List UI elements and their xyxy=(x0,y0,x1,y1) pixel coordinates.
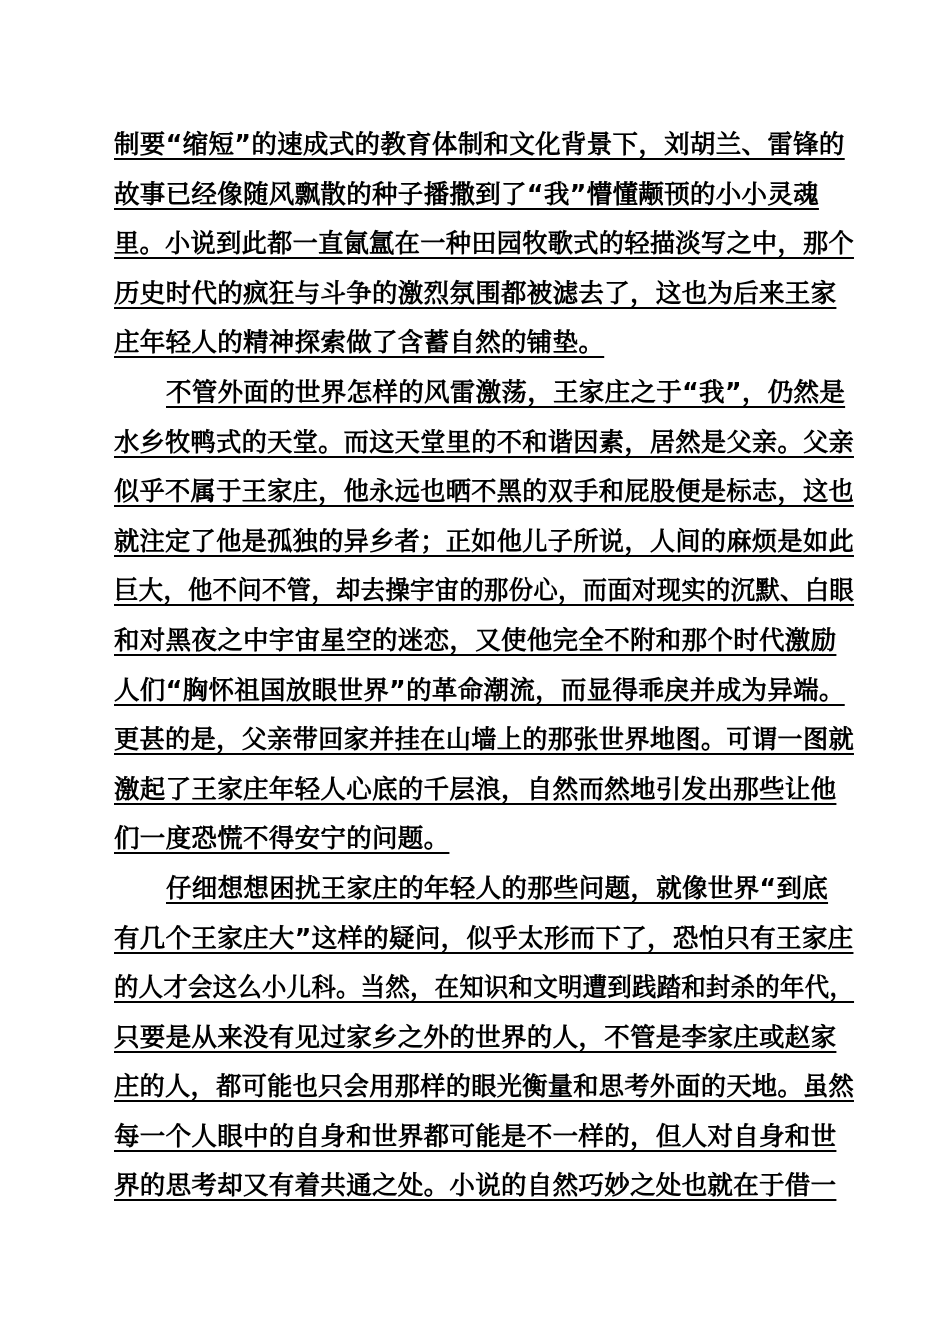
text-line xyxy=(114,773,854,823)
line-text: 们一度恐慌不得安宁的问题。 xyxy=(114,824,450,855)
body-text xyxy=(114,128,854,1219)
line-text: 似乎不属于王家庄，他永远也晒不黑的双手和屁股便是标志，这也 xyxy=(114,477,854,508)
line-text: 里。小说到此都一直氤氲在一种田园牧歌式的轻描淡写之中，那个 xyxy=(114,229,854,260)
line-text: 庄年轻人的精神探索做了含蓄自然的铺垫。 xyxy=(114,328,605,359)
text-line xyxy=(114,624,854,674)
line-text: 有几个王家庄大”这样的疑问，似乎太形而下了，恐怕只有王家庄 xyxy=(114,923,854,954)
line-text: 激起了王家庄年轻人心底的千层浪，自然而然地引发出那些让他 xyxy=(114,774,837,805)
paragraph-start-line xyxy=(114,872,854,922)
line-text: 每一个人眼中的自身和世界都可能是不一样的，但人对自身和世 xyxy=(114,1121,837,1152)
paragraph-start-line xyxy=(114,376,854,426)
text-line xyxy=(114,326,854,376)
text-line xyxy=(114,922,854,972)
line-text: 只要是从来没有见过家乡之外的世界的人，不管是李家庄或赵家 xyxy=(114,1022,837,1053)
line-text: 就注定了他是孤独的异乡者；正如他儿子所说，人间的麻烦是如此 xyxy=(114,526,854,557)
line-text: 和对黑夜之中宇宙星空的迷恋，又使他完全不附和那个时代激励 xyxy=(114,625,837,656)
line-text: 界的思考却又有着共通之处。小说的自然巧妙之处也就在于借一 xyxy=(114,1171,837,1202)
line-text: 巨大，他不问不管，却去操宇宙的那份心，而面对现实的沉默、白眼 xyxy=(114,576,855,607)
text-line xyxy=(114,674,854,724)
line-text: 更甚的是，父亲带回家并挂在山墙上的那张世界地图。可谓一图就 xyxy=(114,725,854,756)
line-text: 故事已经像随风飘散的种子播撒到了“我”懵懂颟顸的小小灵魂 xyxy=(114,179,819,210)
text-line xyxy=(114,822,854,872)
line-text: 历史时代的疯狂与斗争的激烈氛围都被滤去了，这也为后来王家 xyxy=(114,278,837,309)
text-line xyxy=(114,971,854,1021)
line-text: 不管外面的世界怎样的风雷激荡，王家庄之于“我”，仍然是 xyxy=(166,377,846,408)
line-text: 仔细想想困扰王家庄的年轻人的那些问题，就像世界“到底 xyxy=(166,873,829,904)
text-line xyxy=(114,475,854,525)
text-line xyxy=(114,128,854,178)
text-line xyxy=(114,227,854,277)
line-text: 人们“胸怀祖国放眼世界”的革命潮流，而显得乖戾并成为异端。 xyxy=(114,675,845,706)
line-text: 的人才会这么小儿科。当然，在知识和文明遭到践踏和封杀的年代， xyxy=(114,973,855,1004)
text-line xyxy=(114,723,854,773)
text-line xyxy=(114,178,854,228)
text-line xyxy=(114,525,854,575)
text-line xyxy=(114,574,854,624)
line-text: 制要“缩短”的速成式的教育体制和文化背景下，刘胡兰、雷锋的 xyxy=(114,130,845,160)
text-line xyxy=(114,1169,854,1219)
text-line xyxy=(114,1070,854,1120)
text-line xyxy=(114,277,854,327)
line-text: 水乡牧鸭式的天堂。而这天堂里的不和谐因素，居然是父亲。父亲 xyxy=(114,427,854,458)
text-line xyxy=(114,1021,854,1071)
line-text: 庄的人，都可能也只会用那样的眼光衡量和思考外面的天地。虽然 xyxy=(114,1072,854,1103)
text-line xyxy=(114,1120,854,1170)
text-line xyxy=(114,426,854,476)
